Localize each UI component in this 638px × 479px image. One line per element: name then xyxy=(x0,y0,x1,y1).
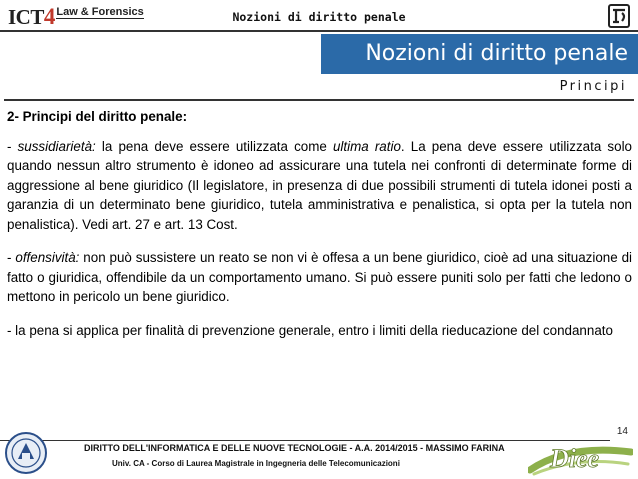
slide-content xyxy=(7,104,632,354)
header-rule xyxy=(0,30,638,32)
subtitle-rule xyxy=(4,99,634,101)
paragraph-offensivita xyxy=(7,248,632,307)
paragraph-text: - la pena si applica per finalità di prevenzione generale, entro i limiti della rieducazione del condannato xyxy=(7,322,613,338)
term-sussidiarieta: sussidiarietà: xyxy=(17,138,96,154)
paragraph-prefix: - xyxy=(7,138,18,154)
slide-subtitle: Principi xyxy=(559,79,627,94)
footer-university-line: Univ. CA - Corso di Laurea Magistrale in Ingegneria delle Telecomunicazioni xyxy=(112,459,400,468)
logo-law-forensics: Law & Forensics xyxy=(56,6,144,18)
diee-logo xyxy=(528,434,633,478)
paragraph-sussidiarieta xyxy=(7,137,632,235)
section-heading: 2- Principi del diritto penale: xyxy=(7,109,188,124)
paragraph-text: la pena deve essere utilizzata come xyxy=(95,138,333,154)
footer-course-line: DIRITTO DELL'INFORMATICA E DELLE NUOVE TECNOLOGIE - A.A. 2014/2015 - MASSIMO FARINA xyxy=(84,443,505,453)
term-offensivita: offensività: xyxy=(15,250,80,265)
diee-logo-text: Diee xyxy=(550,444,600,473)
logo-4-digit: 4 xyxy=(43,4,56,29)
header-title: Nozioni di diritto penale xyxy=(232,10,406,24)
footer-rule xyxy=(0,440,610,441)
university-seal-icon xyxy=(4,431,48,475)
slide-title: Nozioni di diritto penale xyxy=(321,34,638,74)
paragraph-text: non può sussistere un reato se non vi è offesa a un bene giuridico, cioè ad una situazione di fatto o giuridica, offendibile da un comportamento umano. Si può essere puniti solo per fatti che ledono o mettono in pericolo un bene giuridico. xyxy=(7,250,633,304)
paragraph-text: . La pena deve essere utilizzata solo quando nessun altro strumento è idoneo ad assicurare una tutela nei confronti di determinate forme di aggressione al bene giuridico (Il legislatore, in presenza di due possibili strumenti di tutela idonei posti a garanzia di un determinato bene giuridico, tutela amministrativa e penalistica, si opta per la tutela non penalistica). Vedi art. 27 e art. 13 Cost. xyxy=(7,138,632,232)
logo-ict-text: ICT xyxy=(8,5,44,29)
paragraph-prefix: - xyxy=(7,250,16,265)
emphasis-ultima-ratio: ultima ratio xyxy=(332,138,401,154)
ict-emblem-icon xyxy=(608,4,630,28)
page-number: 14 xyxy=(616,426,628,437)
paragraph-pena xyxy=(7,321,632,341)
